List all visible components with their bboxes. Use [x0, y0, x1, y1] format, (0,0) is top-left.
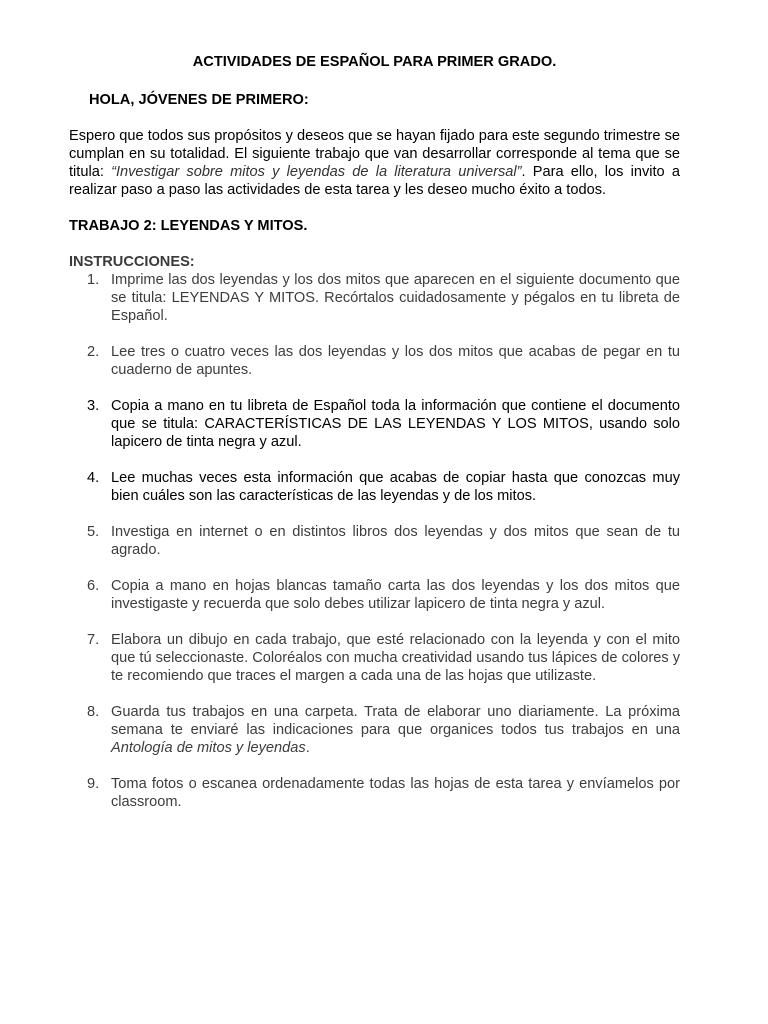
list-item-step-4	[69, 469, 680, 505]
list-item-step-9	[69, 775, 680, 811]
step-text: Copia a mano en hojas blancas tamaño carta las dos leyendas y los dos mitos que investigaste y recuerda que solo debes utilizar lapicero de tinta negra y azul.	[111, 578, 680, 612]
document-title: ACTIVIDADES DE ESPAÑOL PARA PRIMER GRADO.	[192, 54, 557, 70]
step-text-end: .	[305, 740, 310, 756]
step-text: Investiga en internet o en distintos libros dos leyendas y dos mitos que sean de tu agrado.	[111, 524, 680, 558]
step-text: Lee tres o cuatro veces las dos leyendas y los dos mitos que acabas de pegar en tu cuaderno de apuntes.	[111, 344, 680, 378]
intro-paragraph	[69, 127, 680, 199]
list-item-step-1	[69, 271, 680, 325]
list-item-step-8	[69, 703, 680, 757]
step-text: Elabora un dibujo en cada trabajo, que esté relacionado con la leyenda y con el mito que tú seleccionaste. Coloréalos con mucha creatividad usando tus lápices de colores y te recomiendo que traces el margen a cada una de las hojas que utilizaste.	[111, 632, 680, 684]
intro-text-1: Espero que todos sus propósitos y deseos que se hayan fijado para este segundo trimestre se cumplan en su totalidad. El siguiente trabajo que van desarrollar corresponde al tema que se titula:	[69, 128, 680, 180]
list-item-step-5	[69, 523, 680, 559]
step-italic-title: Antología de mitos y leyendas	[111, 740, 306, 756]
intro-text-2: . Para ello, los invito a realizar paso a paso las actividades de esta tarea y les deseo mucho éxito a todos.	[69, 164, 680, 198]
step-number: 6.	[87, 578, 100, 594]
step-text: Copia a mano en tu libreta de Español toda la información que contiene el documento que se titula: CARACTERÍSTICAS DE LAS LEYENDAS Y LOS MITOS, usando solo lapicero de tinta negra y azul.	[111, 398, 680, 450]
list-item-step-2	[69, 343, 680, 379]
instructions-heading: INSTRUCCIONES:	[69, 254, 195, 270]
work-heading: TRABAJO 2: LEYENDAS Y MITOS.	[69, 218, 308, 234]
intro-quote: “Investigar sobre mitos y leyendas de la literatura universal”	[111, 164, 522, 180]
list-item-step-3	[69, 397, 680, 451]
step-text: Lee muchas veces esta información que acabas de copiar hasta que conozcas muy bien cuáles son las características de las leyendas y de los mitos.	[111, 470, 680, 504]
step-number: 2.	[87, 344, 100, 360]
step-number: 9.	[87, 776, 100, 792]
step-number: 4.	[87, 470, 100, 486]
step-number: 1.	[87, 272, 100, 288]
instructions-list	[69, 271, 680, 811]
step-number: 5.	[87, 524, 100, 540]
greeting: HOLA, JÓVENES DE PRIMERO:	[89, 92, 309, 108]
list-item-step-6	[69, 577, 680, 613]
step-text: Toma fotos o escanea ordenadamente todas las hojas de esta tarea y envíamelos por classroom.	[111, 776, 680, 810]
document-page	[69, 53, 680, 829]
step-number: 8.	[87, 704, 100, 720]
list-item-step-7	[69, 631, 680, 685]
step-number: 3.	[87, 398, 100, 414]
step-text: Imprime las dos leyendas y los dos mitos que aparecen en el siguiente documento que se titula: LEYENDAS Y MITOS. Recórtalos cuidadosamente y pégalos en tu libreta de Español.	[111, 272, 680, 324]
step-number: 7.	[87, 632, 100, 648]
step-text: Guarda tus trabajos en una carpeta. Trata de elaborar uno diariamente. La próxima semana te enviaré las indicaciones para que organices todos tus trabajos en una	[111, 704, 680, 738]
